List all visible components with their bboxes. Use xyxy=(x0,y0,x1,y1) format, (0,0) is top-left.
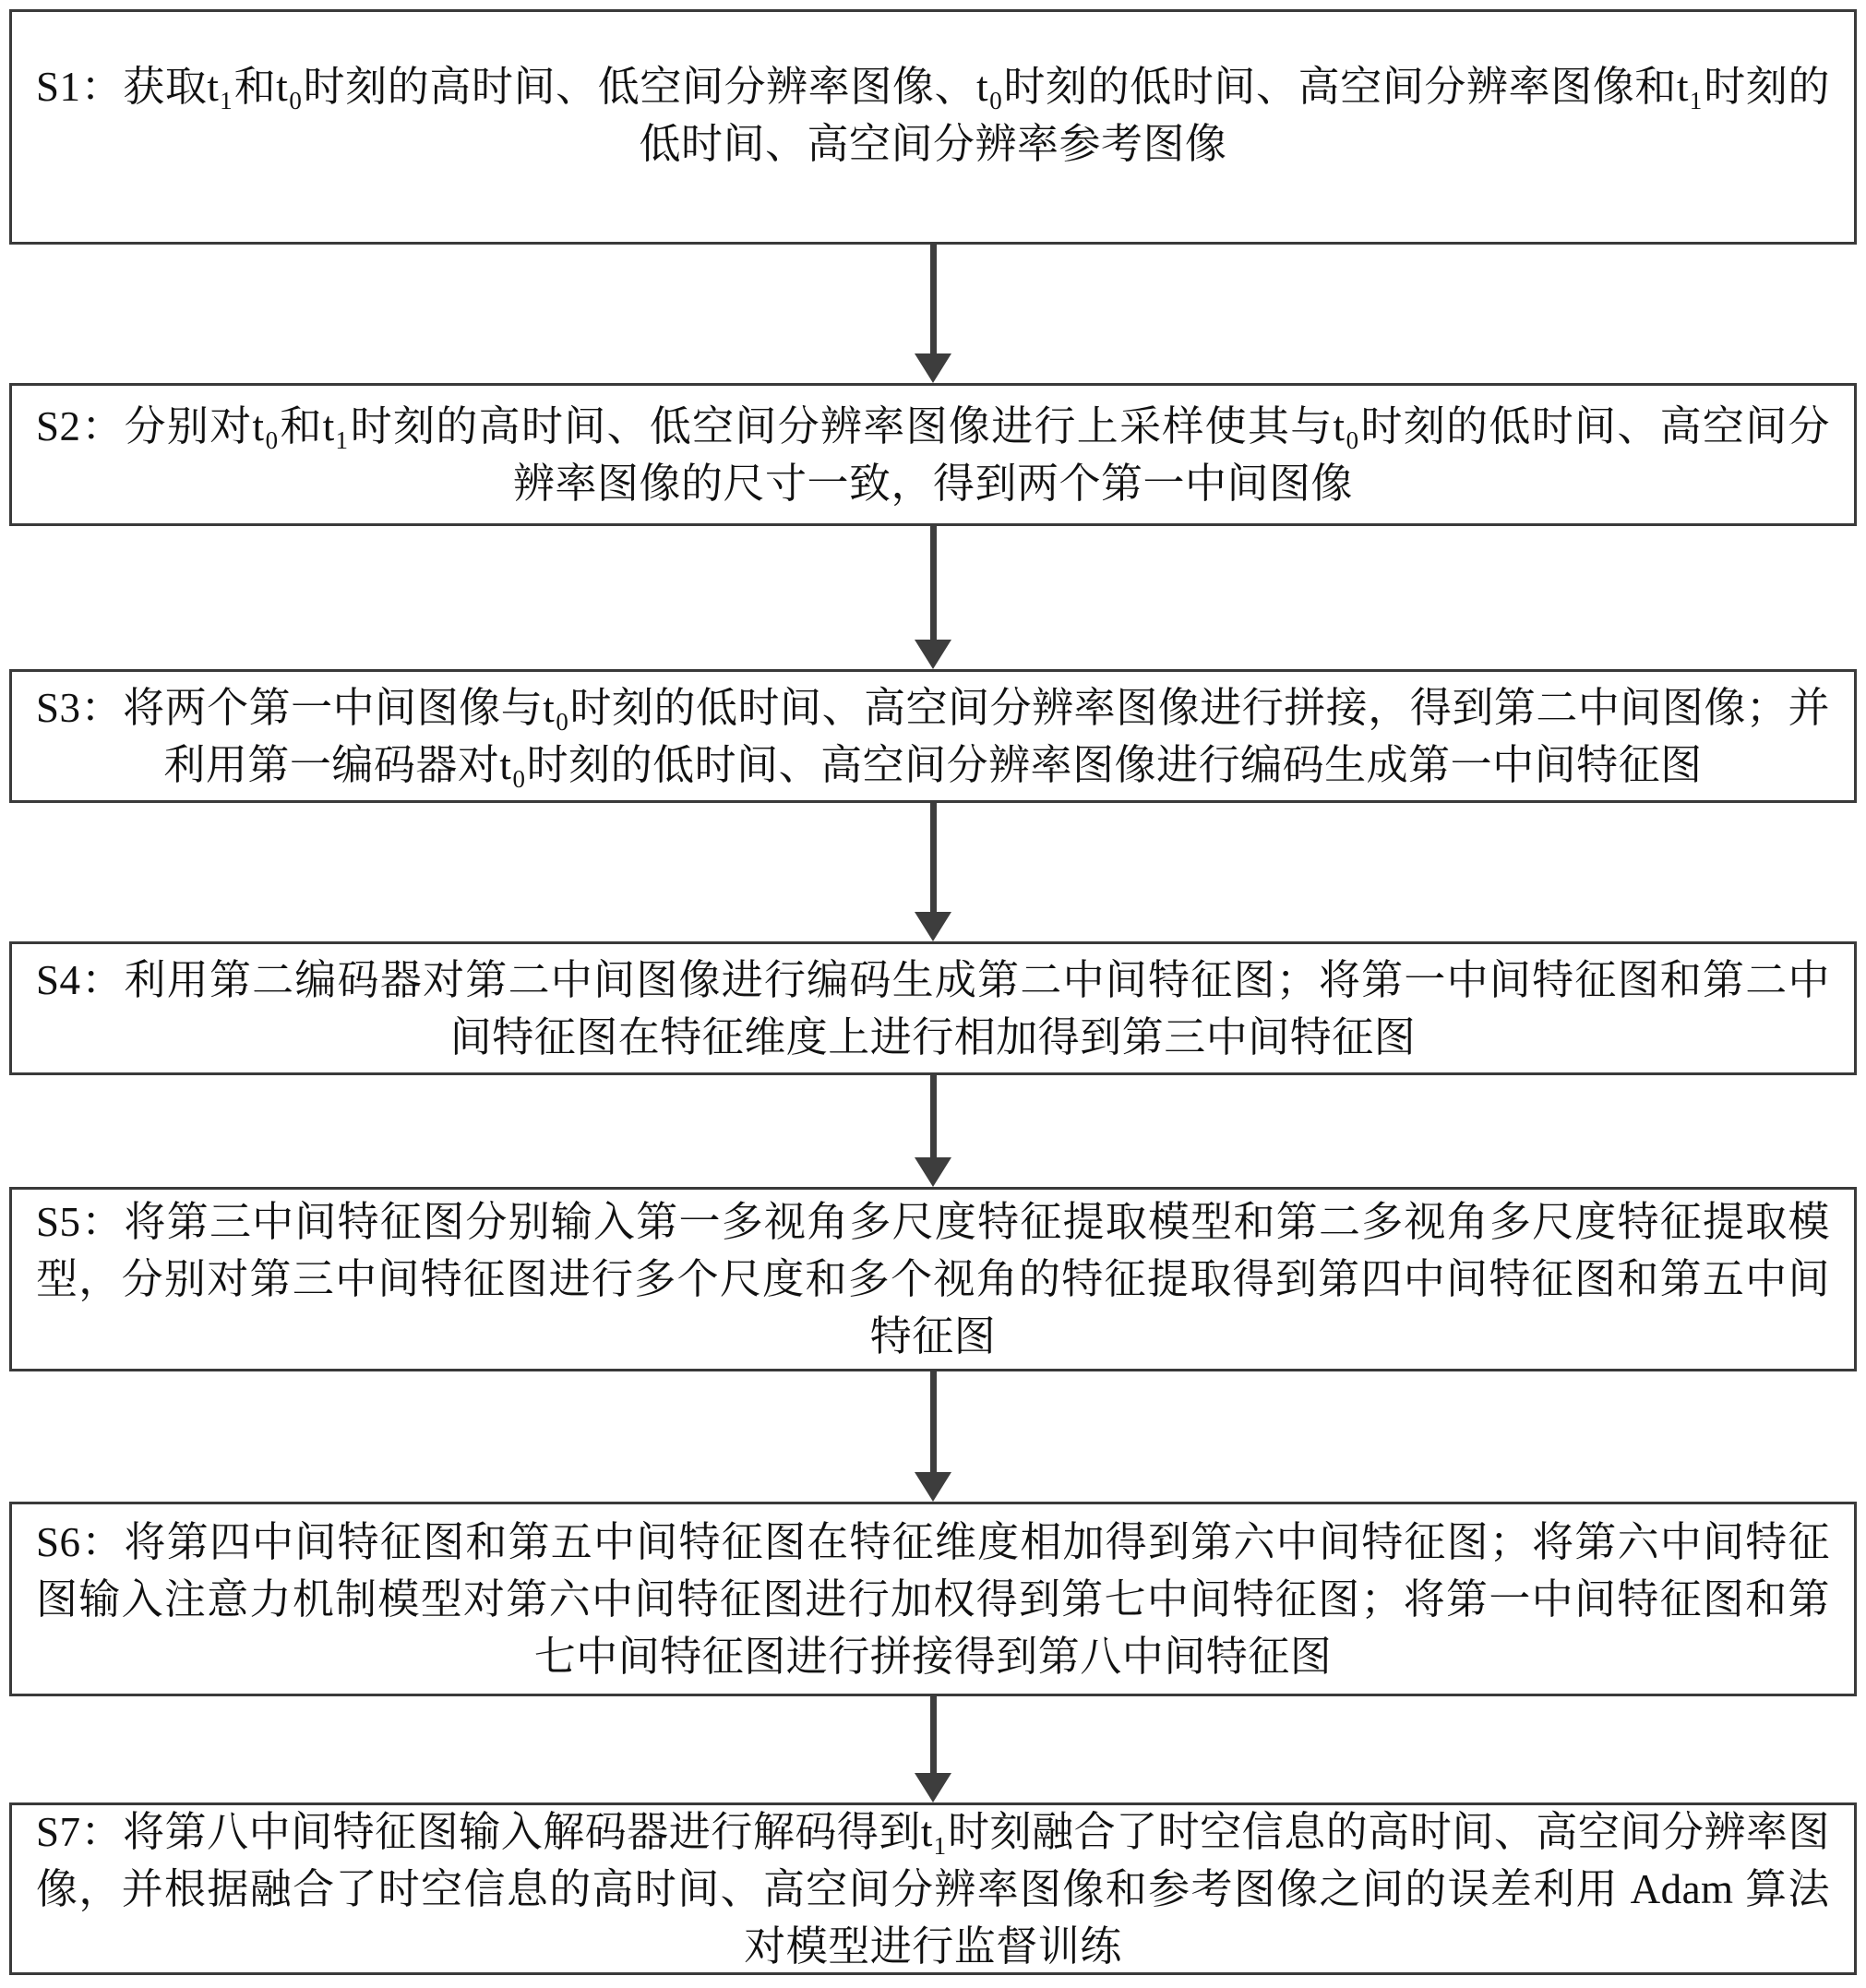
arrow-shaft xyxy=(930,1371,937,1474)
step-text-s5: S5：将第三中间特征图分别输入第一多视角多尺度特征提取模型和第二多视角多尺度特征提取模型，分别对第三中间特征图进行多个尺度和多个视角的特征提取得到第四中间特征图和第五中间特征图 xyxy=(36,1199,1830,1359)
flow-arrow-1 xyxy=(0,245,1866,383)
flow-arrow-6 xyxy=(0,1696,1866,1802)
step-text-s1: S1：获取t₁和t₀时刻的高时间、低空间分辨率图像、t₀时刻的低时间、高空间分辨率图像和t₁时刻的低时间、高空间分辨率参考图像 xyxy=(36,63,1830,167)
arrow-down-icon xyxy=(915,640,951,669)
flow-arrow-2 xyxy=(0,526,1866,669)
arrow-down-icon xyxy=(915,353,951,383)
step-box-s3 xyxy=(9,669,1857,803)
arrow-down-icon xyxy=(915,912,951,941)
arrow-shaft xyxy=(930,1075,937,1159)
step-box-s5 xyxy=(9,1187,1857,1371)
arrow-down-icon xyxy=(915,1472,951,1502)
step-text-s3: S3：将两个第一中间图像与t₀时刻的低时间、高空间分辨率图像进行拼接，得到第二中间图像；并利用第一编码器对t₀时刻的低时间、高空间分辨率图像进行编码生成第一中间特征图 xyxy=(36,684,1830,788)
flow-arrow-4 xyxy=(0,1075,1866,1187)
step-box-s2 xyxy=(9,383,1857,526)
arrow-shaft xyxy=(930,526,937,641)
flow-arrow-5 xyxy=(0,1371,1866,1502)
arrow-shaft xyxy=(930,245,937,355)
step-box-s7 xyxy=(9,1802,1857,1975)
step-text-s2: S2：分别对t₀和t₁时刻的高时间、低空间分辨率图像进行上采样使其与t₀时刻的低时间、高空间分辨率图像的尺寸一致，得到两个第一中间图像 xyxy=(36,402,1830,507)
arrow-down-icon xyxy=(915,1157,951,1187)
step-text-s7: S7：将第八中间特征图输入解码器进行解码得到t₁时刻融合了时空信息的高时间、高空间分辨率图像，并根据融合了时空信息的高时间、高空间分辨率图像和参考图像之间的误差利用 Adam 算法对模型进行监督训练 xyxy=(36,1808,1830,1970)
step-box-s1 xyxy=(9,9,1857,245)
step-box-s4 xyxy=(9,941,1857,1075)
arrow-down-icon xyxy=(915,1773,951,1802)
flow-arrow-3 xyxy=(0,803,1866,941)
arrow-shaft xyxy=(930,1696,937,1775)
step-box-s6 xyxy=(9,1502,1857,1696)
step-text-s6: S6：将第四中间特征图和第五中间特征图在特征维度相加得到第六中间特征图；将第六中间特征图输入注意力机制模型对第六中间特征图进行加权得到第七中间特征图；将第一中间特征图和第七中间特征图进行拼接得到第八中间特征图 xyxy=(36,1518,1830,1680)
step-text-s4: S4：利用第二编码器对第二中间图像进行编码生成第二中间特征图；将第一中间特征图和第二中间特征图在特征维度上进行相加得到第三中间特征图 xyxy=(36,956,1830,1060)
arrow-shaft xyxy=(930,803,937,914)
